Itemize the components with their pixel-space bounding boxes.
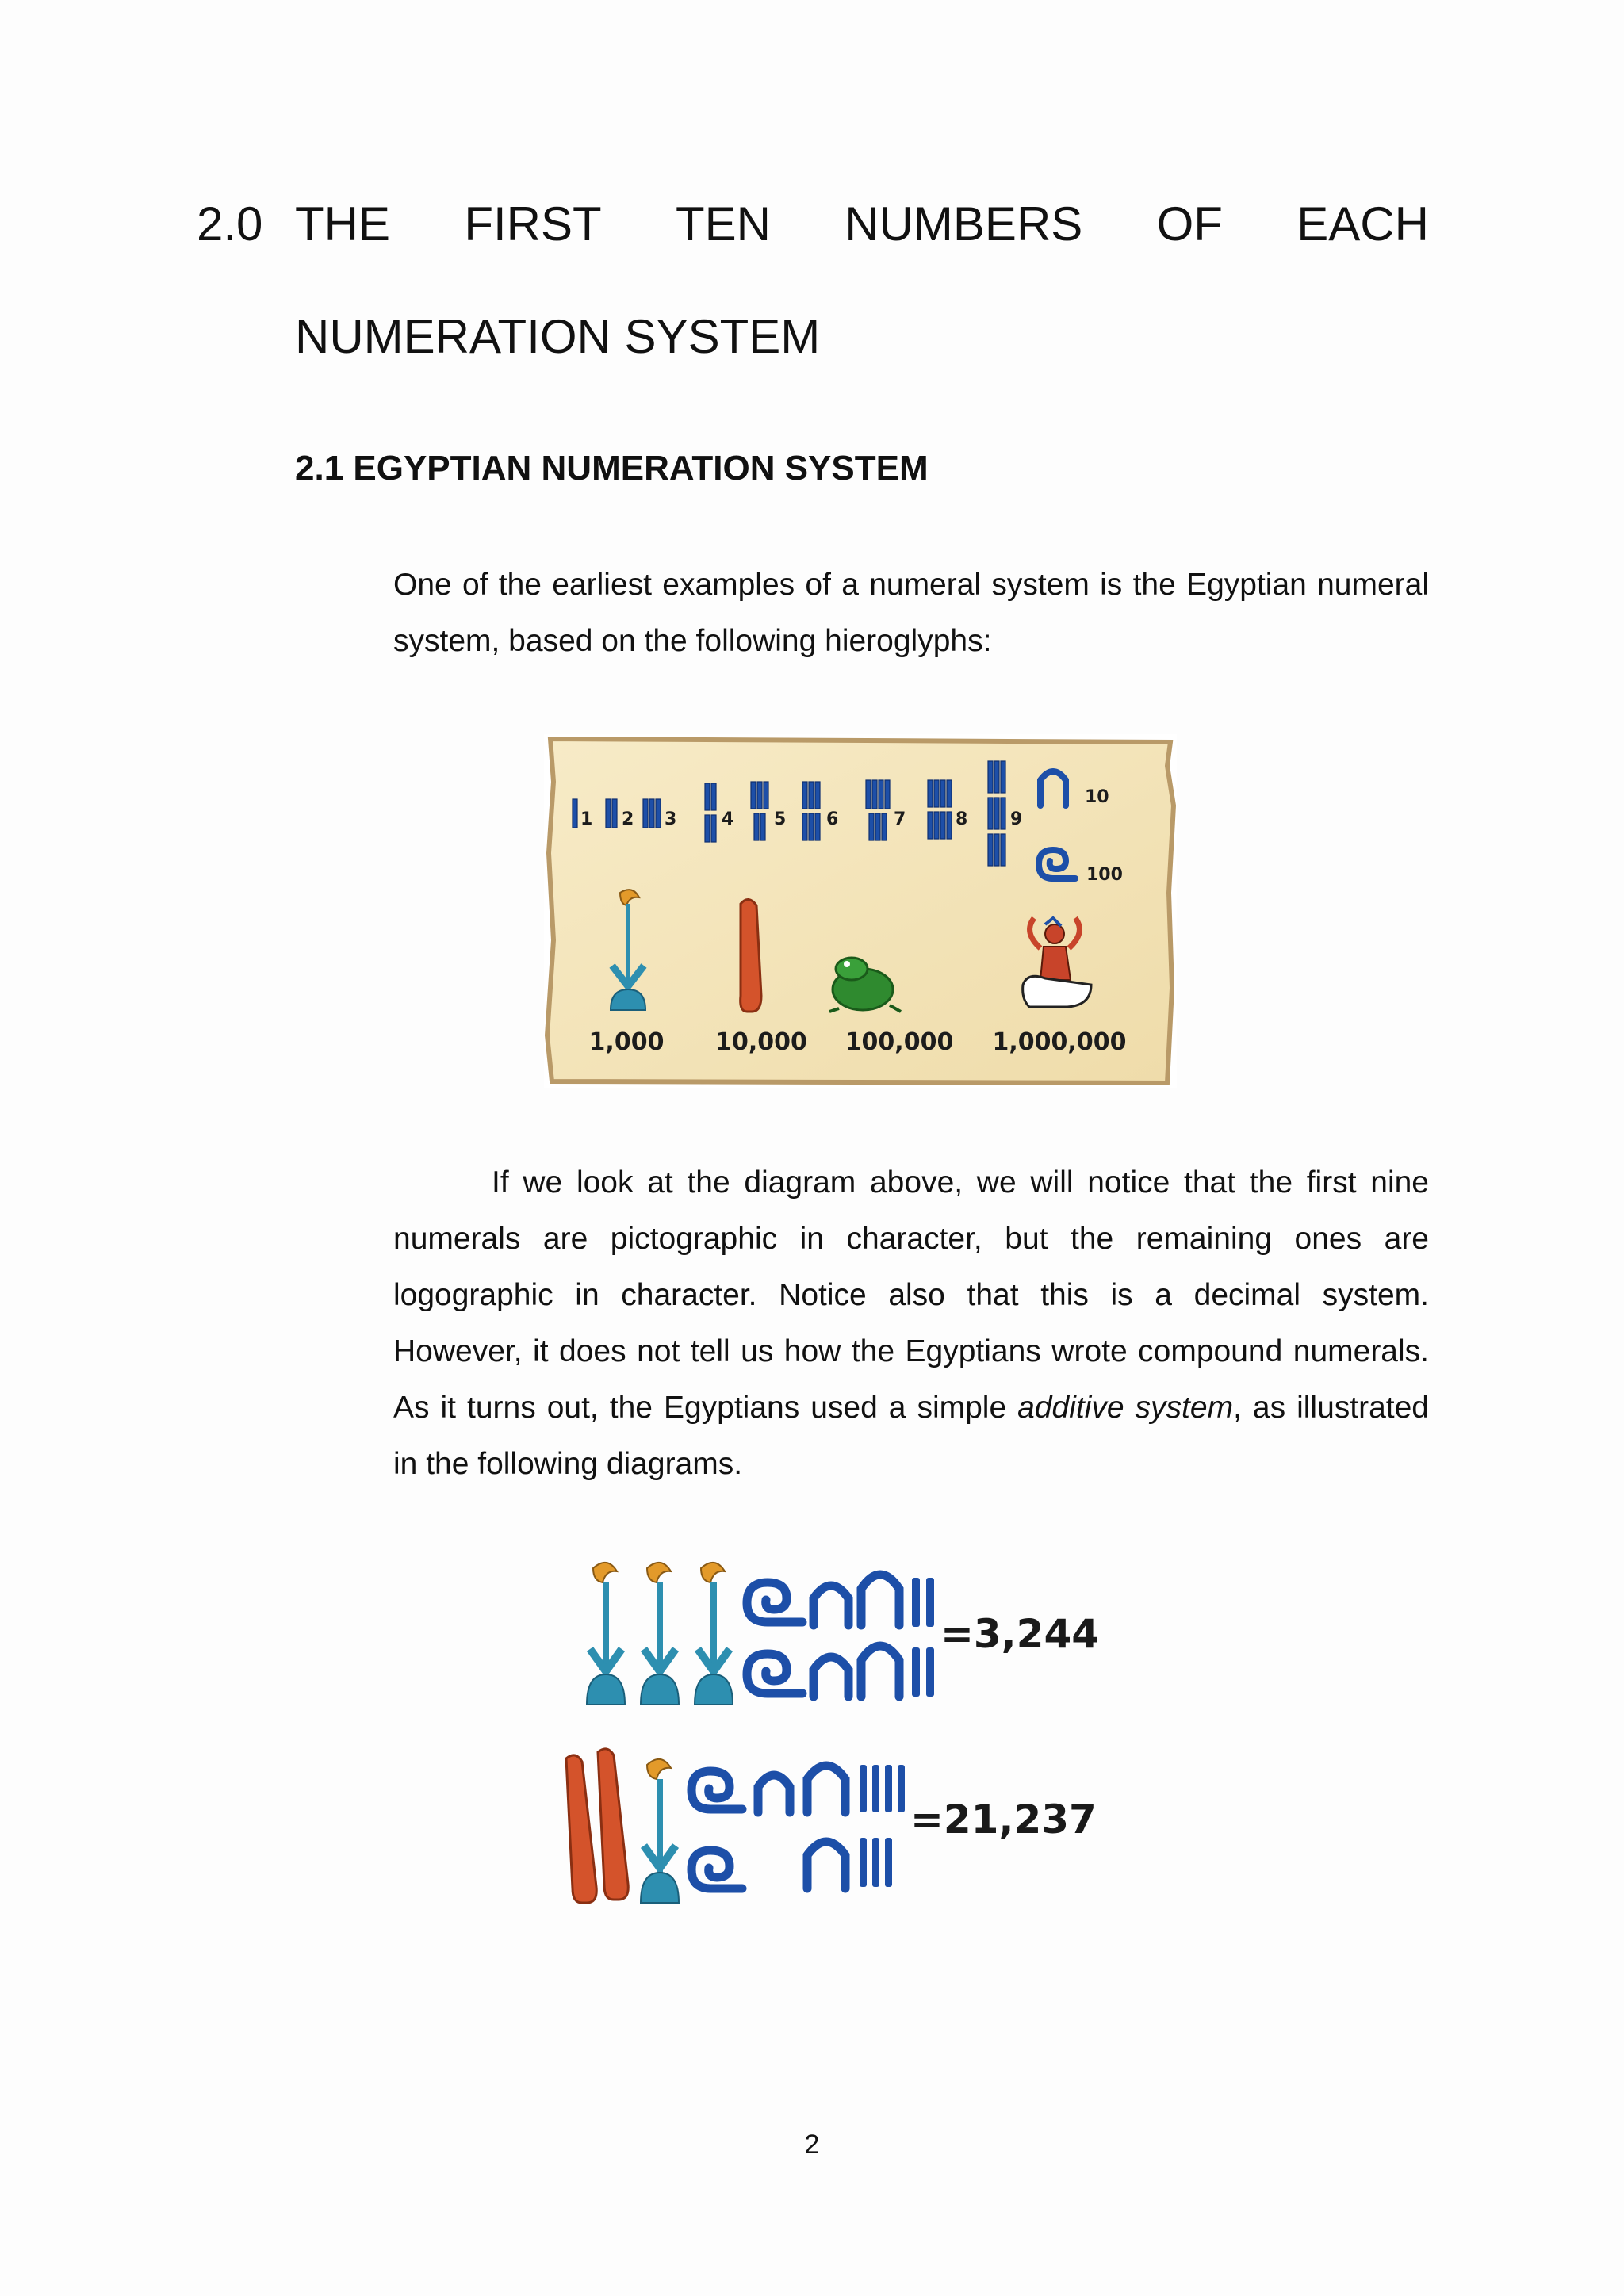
title-word: FIRST bbox=[464, 197, 602, 251]
compound-numeral-21237 bbox=[555, 1744, 1189, 1911]
compound-numeral-3244 bbox=[579, 1554, 1182, 1712]
title-word: NUMBERS bbox=[845, 197, 1083, 251]
equation-label: =21,237 bbox=[910, 1797, 1097, 1843]
title-word: THE bbox=[295, 197, 390, 251]
paragraph-text: If we look at the diagram above, we will notice that the first nine numerals are pictographic in character, but the remaining ones are logographic in character. Notice also that this is a decimal system. However, it does not tell us how the Egyptians wrote compound numerals. As it turns out, the Egyptians used a simple bbox=[393, 1165, 1429, 1425]
value-label: 100,000 bbox=[845, 1028, 954, 1056]
lotus-icon bbox=[587, 1563, 625, 1705]
heel-bone-icon bbox=[814, 1575, 899, 1697]
small-number: 4 bbox=[722, 809, 734, 829]
finger-icon bbox=[566, 1749, 628, 1903]
small-number: 3 bbox=[665, 809, 677, 829]
intro-paragraph: One of the earliest examples of a numeral system is the Egyptian numeral system, based on the following hieroglyphs: bbox=[393, 568, 1429, 658]
small-number: 7 bbox=[894, 809, 906, 829]
title-word: TEN bbox=[675, 197, 771, 251]
small-number: 8 bbox=[956, 809, 968, 829]
title-word: EACH bbox=[1297, 197, 1429, 251]
value-label: 1,000,000 bbox=[992, 1028, 1127, 1056]
page-number: 2 bbox=[804, 2130, 820, 2160]
small-number: 2 bbox=[622, 809, 634, 829]
lotus-icon bbox=[641, 1759, 679, 1903]
unit-strokes bbox=[912, 1578, 934, 1697]
small-number: 9 bbox=[1010, 809, 1023, 829]
coil-rope-icon bbox=[747, 1582, 802, 1693]
value-label: 10,000 bbox=[715, 1028, 807, 1056]
lotus-icon bbox=[641, 1563, 679, 1705]
section-number: 2.0 bbox=[197, 197, 263, 251]
paragraph-text-end: , as illustrated in the following diagrams. bbox=[393, 1391, 1429, 1481]
lotus-icon bbox=[695, 1563, 733, 1705]
heel-bone-icon bbox=[758, 1766, 845, 1888]
unit-strokes bbox=[860, 1765, 905, 1887]
coil-rope-icon bbox=[691, 1771, 742, 1888]
equation-label: =3,244 bbox=[940, 1611, 1100, 1657]
small-number: 6 bbox=[826, 809, 839, 829]
small-number: 1 bbox=[580, 809, 593, 829]
subsection-title: 2.1 EGYPTIAN NUMERATION SYSTEM bbox=[295, 449, 929, 488]
emphasis-term: additive system bbox=[1017, 1391, 1234, 1425]
egyptian-numerals-papyrus bbox=[544, 734, 1177, 1088]
small-number: 5 bbox=[774, 809, 787, 829]
small-number: 10 bbox=[1085, 787, 1109, 807]
value-label: 1,000 bbox=[588, 1028, 665, 1056]
section-title-line-1 bbox=[295, 197, 1429, 251]
small-number: 100 bbox=[1086, 865, 1123, 885]
section-title-line-2: NUMERATION SYSTEM bbox=[295, 310, 821, 363]
title-word: OF bbox=[1156, 197, 1223, 251]
finger-icon bbox=[741, 899, 761, 1012]
additive-system-paragraph bbox=[393, 1154, 1429, 1492]
